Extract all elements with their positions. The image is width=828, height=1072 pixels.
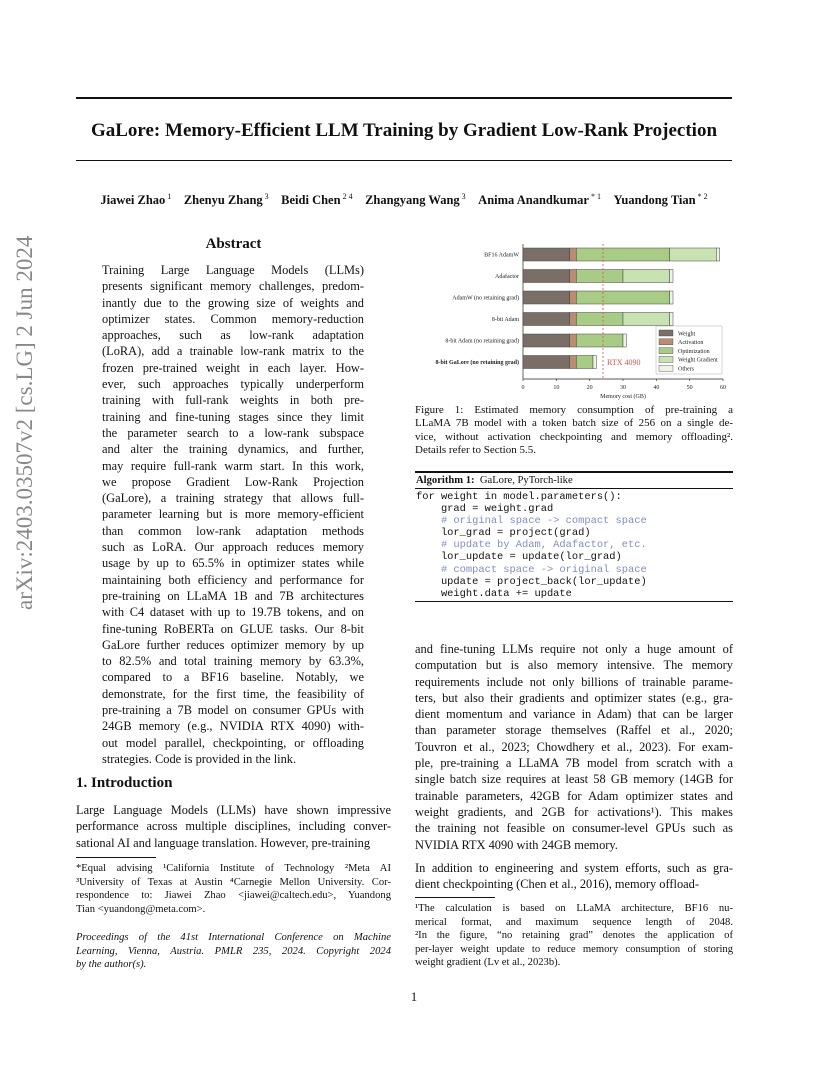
figure-caption — [415, 404, 733, 457]
bar-segment-others — [670, 270, 673, 283]
paragraph-line: In addition to engineering and system efforts, such as gra- — [415, 861, 733, 875]
abstract-line: with C4 dataset with up to 19.7B tokens, and on — [102, 605, 364, 620]
footnote-line: ³University of Texas at Austin ⁴Carnegie Mellon University. Cor- — [76, 876, 391, 888]
bar-segment-weight-gradient — [670, 248, 717, 261]
abstract-line: and alter the training dynamics, and further, — [102, 442, 364, 457]
footnote-line: ²In the figure, “no retaining grad” denotes the application of — [415, 930, 733, 941]
paragraph-line: Touvron et al., 2023; Chowdhery et al., 2023). For exam- — [415, 739, 733, 754]
abstract-line: ever, such approaches typically underperform — [102, 377, 364, 392]
abstract-line: than common low-rank adaptation methods — [102, 523, 364, 538]
title-top-rule — [76, 97, 732, 99]
legend-label: Optimization — [678, 348, 710, 355]
code-comment-line: # compact space -> original space — [416, 563, 647, 576]
legend-swatch — [659, 339, 673, 345]
abstract-line: frozen pre-trained weight in each layer. How- — [102, 360, 364, 375]
footnote-rule-right — [415, 897, 495, 898]
legend-swatch — [659, 356, 673, 362]
abstract-line: strategies. Code is provided in the link. — [102, 751, 297, 766]
abstract-line: out model parallel, checkpointing, or offloading — [102, 735, 364, 750]
intro-text — [76, 802, 391, 851]
bar-segment-weight — [523, 270, 570, 283]
author-affiliation: 1 — [165, 192, 172, 201]
bar-segment-activation — [570, 248, 577, 261]
footnote-line: Tian <yuandong@meta.com>. — [76, 903, 206, 915]
paragraph-line: single batch size requires at least 58 GB memory (14GB for — [415, 772, 733, 787]
algorithm-code — [416, 491, 647, 600]
author-name: Anima Anandkumar — [478, 193, 589, 208]
code-comment-line: # update by Adam, Adafactor, etc. — [416, 539, 647, 552]
proceedings-line: by the author(s). — [76, 959, 147, 970]
code-line: for weight in model.parameters(): — [416, 491, 622, 503]
abstract-line: the parameter search to a low-rank subspace — [102, 425, 364, 440]
legend-swatch — [659, 348, 673, 354]
abstract-line: (GaLore), a training strategy that allows full- — [102, 491, 364, 506]
footnote-line: respondence to: Jiawei Zhao <jiawei@caltech.edu>, Yuandong — [76, 890, 391, 901]
memory-cost-chart — [415, 240, 735, 400]
footnote-line: weight gradient (Lv et al., 2023b). — [415, 957, 561, 968]
algo-bottom-rule — [415, 601, 733, 602]
author-list — [76, 192, 732, 208]
bar-segment-weight — [523, 248, 570, 261]
bar-segment-weight-gradient — [623, 270, 670, 283]
x-tick-label: 40 — [653, 385, 660, 391]
abstract-line: to 82.5% and total training memory by 63.3%, — [102, 654, 364, 669]
paragraph-line: ters, but also their gradients and optimizer states (e.g., gra- — [415, 690, 733, 705]
paragraph-line: computation but is also memory intensive. The memory — [415, 658, 733, 673]
legend-label: Activation — [678, 340, 704, 347]
bar-segment-activation — [570, 356, 577, 369]
algo-mid-rule — [415, 488, 733, 489]
caption-line: Details refer to Section 5.5. — [415, 443, 536, 456]
code-comment-line: # original space -> compact space — [416, 515, 647, 528]
category-label: 8-bit Adam (no retaining grad) — [445, 338, 519, 345]
intro-line: performance across multiple disciplines, including conver- — [76, 819, 391, 834]
code-line: lor_update = update(lor_grad) — [416, 551, 622, 564]
footnote-line: *Equal advising ¹California Institute of Technology ²Meta AI — [76, 863, 391, 874]
category-label: Adafactor — [495, 274, 519, 280]
caption-line: LLaMA 7B model with a token batch size of 256 on a single de- — [415, 417, 733, 430]
proceedings-note — [76, 931, 391, 972]
abstract-line: 24GB memory (e.g., NVIDIA RTX 4090) with- — [102, 719, 364, 734]
category-label: BF16 AdamW — [484, 252, 519, 259]
category-label: 8-bit GaLore (no retaining grad) — [435, 360, 519, 366]
affiliations-footnote — [76, 862, 391, 916]
abstract-line: optimizer states. Common memory-reduction — [102, 311, 364, 326]
code-line: grad = weight.grad — [416, 503, 554, 516]
abstract-heading: Abstract — [205, 236, 262, 252]
bar-segment-optimization — [576, 334, 623, 347]
abstract-line: parameter learning but is more memory-efficient — [102, 507, 364, 522]
algorithm-label: Algorithm 1: — [416, 475, 475, 486]
author-affiliation: * 1 — [588, 192, 601, 201]
abstract-line: demonstrate, for the first time, the feasibility of — [102, 686, 364, 701]
author-affiliation: 3 — [459, 192, 466, 201]
bar-segment-optimization — [576, 270, 623, 283]
paragraph-line: and fine-tuning LLMs require not only a huge amount of — [415, 642, 733, 656]
abstract-line: may require full-rank warm start. In this work, — [102, 458, 364, 473]
bar-segment-activation — [570, 334, 577, 347]
x-tick-label: 50 — [686, 385, 693, 391]
author-affiliation: 2 4 — [340, 192, 353, 201]
bar-segment-others — [716, 248, 719, 261]
code-line: update = project_back(lor_update) — [416, 575, 647, 588]
abstract-line: maintaining both efficiency and performance for — [102, 572, 364, 587]
abstract-line: usage by up to 65.5% in optimizer states while — [102, 556, 364, 571]
author-affiliation: * 2 — [695, 192, 708, 201]
algo-top-rule — [415, 471, 733, 473]
bar-segment-optimization — [576, 313, 623, 326]
figure-footnotes — [415, 902, 733, 970]
algorithm-title — [416, 475, 573, 486]
bar-segment-optimization — [576, 291, 669, 304]
category-label: 8-bit Adam — [491, 317, 519, 323]
title-bottom-rule — [76, 160, 732, 161]
arxiv-identifier: arXiv:2403.03507v2 [cs.LG] 2 Jun 2024 — [12, 235, 37, 610]
footnote-rule-left — [76, 857, 156, 858]
abstract-text — [102, 262, 364, 767]
paragraph-line: dient checkpointing (Chen et al., 2016), memory offload- — [415, 877, 699, 892]
paragraph-line: than parameter storage themselves (Raffel et al., 2020; — [415, 723, 733, 738]
bar-segment-others — [670, 313, 673, 326]
bar-segment-others — [593, 356, 596, 369]
legend-label: Weight — [678, 331, 696, 338]
legend-swatch — [659, 365, 673, 371]
legend-swatch — [659, 330, 673, 336]
paper-title: GaLore: Memory-Efficient LLM Training by Gradient Low-Rank Projection — [90, 120, 718, 141]
abstract-line: approaches, such as low-rank adaptation — [102, 328, 364, 343]
paragraph-line: dient momentum and variance in Adam) that can be larger — [415, 707, 733, 722]
abstract-line: such as LoRA. Our approach reduces memory — [102, 540, 364, 555]
abstract-line: GaLore further reduces optimizer memory by up — [102, 637, 364, 652]
abstract-line: training and fine-tuning stages since they limit — [102, 409, 364, 424]
abstract-line: training with full-rank weights in both pre- — [102, 393, 364, 408]
bar-segment-activation — [570, 291, 577, 304]
abstract-line: inantly due to the growing size of weights and — [102, 295, 364, 310]
footnote-line: per-layer weight update to reduce memory consumption of storing — [415, 943, 733, 955]
abstract-line: fine-tuning RoBERTa on GLUE tasks. Our 8-bit — [102, 621, 364, 636]
x-tick-label: 60 — [720, 385, 726, 391]
author-affiliation: 3 — [262, 192, 269, 201]
proceedings-line: Proceedings of the 41st International Conference on Machine — [76, 932, 391, 943]
code-line: lor_grad = project(grad) — [416, 527, 591, 540]
x-tick-label: 30 — [620, 385, 626, 391]
author-name: Yuandong Tian — [613, 193, 696, 208]
abstract-line: pre-training on LLaMA 1B and 7B architectures — [102, 588, 364, 603]
paragraph-line: trainable parameters, 42GB for Adam optimizer states and — [415, 788, 733, 803]
caption-line: vice, without activation checkpointing and memory offloading². — [415, 430, 733, 443]
paragraph-line: ple, pre-training a LLaMA 7B model from scratch with a — [415, 756, 733, 771]
bar-segment-others — [670, 291, 673, 304]
abstract-line: Training Large Language Models (LLMs) — [102, 263, 364, 277]
x-tick-label: 0 — [521, 385, 525, 391]
intro-paragraph-right-2 — [415, 860, 733, 893]
footnote-line: ¹The calculation is based on LLaMA architecture, BF16 nu- — [415, 903, 733, 914]
footnote-line: merical format, and maximum sequence length of 2048. — [415, 916, 733, 928]
code-line: weight.data += update — [416, 587, 572, 600]
author-name: Jiawei Zhao — [100, 193, 166, 208]
page-number: 1 — [410, 990, 418, 1004]
legend-label: Others — [678, 366, 694, 373]
proceedings-line: Learning, Vienna, Austria. PMLR 235, 2024. Copyright 2024 — [76, 945, 391, 957]
bar-segment-weight — [523, 356, 570, 369]
author-name: Beidi Chen — [281, 193, 341, 208]
paragraph-line: the training not feasible on consumer-level GPUs such as — [415, 821, 733, 836]
bar-segment-weight — [523, 334, 570, 347]
caption-line: Figure 1: Estimated memory consumption of pre-training a — [415, 404, 733, 416]
abstract-line: pre-training a 7B model on consumer GPUs with — [102, 703, 364, 718]
bar-segment-weight — [523, 313, 570, 326]
abstract-line: presents significant memory challenges, predom- — [102, 279, 364, 294]
bar-segment-others — [623, 334, 626, 347]
x-axis-label: Memory cost (GB) — [600, 394, 646, 400]
category-label: AdamW (no retaining grad) — [452, 295, 519, 302]
bar-segment-weight — [523, 291, 570, 304]
bar-segment-optimization — [576, 248, 669, 261]
bar-segment-activation — [570, 313, 577, 326]
abstract-line: (LoRA), add a trainable low-rank matrix to the — [102, 344, 364, 359]
bar-segment-activation — [570, 270, 577, 283]
algorithm-name: GaLore, PyTorch-like — [479, 475, 573, 486]
paragraph-line: NVIDIA RTX 4090 with 24GB memory. — [415, 837, 618, 852]
x-tick-label: 10 — [553, 385, 560, 391]
x-tick-label: 20 — [586, 385, 593, 391]
bar-segment-optimization — [576, 356, 593, 369]
legend-label: Weight Gradient — [678, 357, 718, 364]
paragraph-line: requirements include not only billions of trainable parame- — [415, 674, 733, 689]
paragraph-line: weight gradients, and 2GB for activations¹). This makes — [415, 804, 733, 819]
bar-segment-weight-gradient — [623, 313, 670, 326]
intro-line: sational AI and language translation. However, pre-training — [76, 835, 371, 850]
author-name: Zhangyang Wang — [365, 193, 460, 208]
abstract-line: we propose Gradient Low-Rank Projection — [102, 474, 364, 489]
author-name: Zhenyu Zhang — [183, 193, 263, 208]
reference-line-label: RTX 4090 — [607, 358, 641, 367]
intro-heading: 1. Introduction — [76, 775, 173, 791]
abstract-line: compared to a BF16 baseline. Notably, we — [102, 670, 364, 685]
intro-line: Large Language Models (LLMs) have shown impressive — [76, 803, 391, 817]
intro-paragraph-right — [415, 641, 733, 853]
